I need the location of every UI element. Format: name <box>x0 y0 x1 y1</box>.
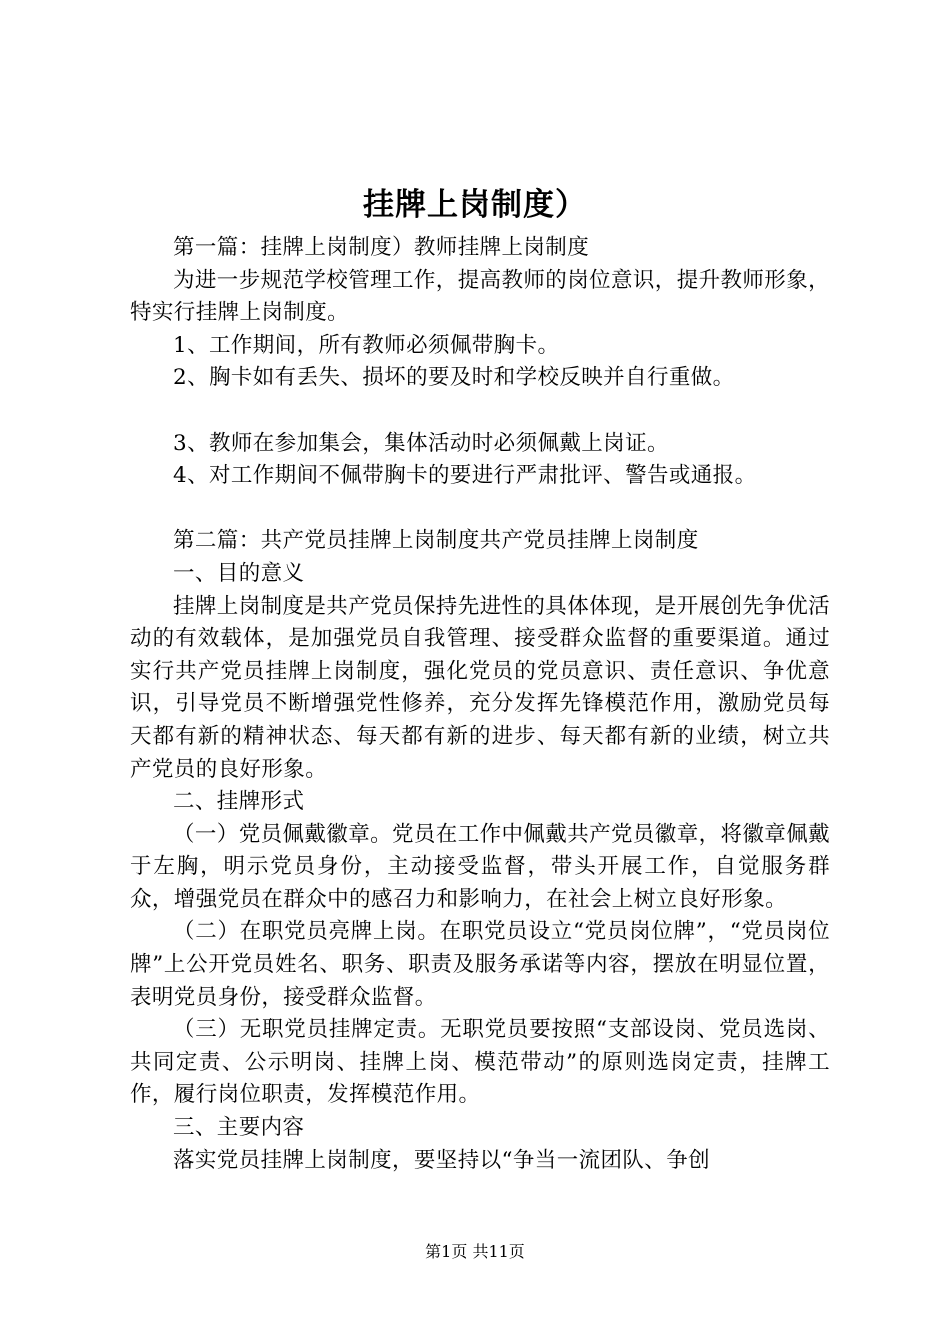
paragraph-form-1: （一）党员佩戴徽章。党员在工作中佩戴共产党员徽章，将徽章佩戴于左胸，明示党员身份，主动接受监督，带头开展工作，自觉服务群众，增强党员在群众中的感召力和影响力，在社会上树立良好形象。 <box>130 821 831 912</box>
paragraph-intro: 为进一步规范学校管理工作，提高教师的岗位意识，提升教师形象，特实行挂牌上岗制度。 <box>130 267 831 326</box>
paragraph-rule-1: 1、工作期间，所有教师必须佩带胸卡。 <box>173 332 560 358</box>
paragraph-form-3: （三）无职党员挂牌定责。无职党员要按照“支部设岗、党员选岗、共同定责、公示明岗、挂牌上岗、模范带动”的原则选岗定责，挂牌工作，履行岗位职责，发挥模范作用。 <box>130 1017 830 1108</box>
paragraph-rule-2: 2、胸卡如有丢失、损坏的要及时和学校反映并自行重做。 <box>173 365 735 391</box>
paragraph-rule-4: 4、对工作期间不佩带胸卡的要进行严肃批评、警告或通报。 <box>173 463 757 489</box>
page-footer: 第1页 共11页 <box>425 1242 525 1261</box>
document-title: 挂牌上岗制度） <box>363 187 587 223</box>
paragraph-form-2: （二）在职党员亮牌上岗。在职党员设立“党员岗位牌”，“党员岗位牌”上公开党员姓名、职务、职责及服务承诺等内容，摆放在明显位置，表明党员身份，接受群众监督。 <box>130 919 830 1010</box>
paragraph-rule-3: 3、教师在参加集会，集体活动时必须佩戴上岗证。 <box>173 430 669 456</box>
paragraph-content: 落实党员挂牌上岗制度，要坚持以“争当一流团队、争创 <box>173 1147 710 1173</box>
paragraph-part1-heading: 第一篇：挂牌上岗制度）教师挂牌上岗制度 <box>173 235 590 260</box>
paragraph-purpose: 挂牌上岗制度是共产党员保持先进性的具体体现，是开展创先争优活动的有效载体，是加强党员自我管理、接受群众监督的重要渠道。通过实行共产党员挂牌上岗制度，强化党员的党员意识、责任意识、争优意识，引导党员不断增强党性修养，充分发挥先锋模范作用，激励党员每天都有新的精神状态、每天都有新的进步、每天都有新的业绩，树立共产党员的良好形象。 <box>130 593 831 782</box>
section-heading-content: 三、主要内容 <box>173 1115 305 1141</box>
section-heading-purpose: 一、目的意义 <box>173 560 305 586</box>
paragraph-part2-heading: 第二篇：共产党员挂牌上岗制度共产党员挂牌上岗制度 <box>173 528 699 554</box>
section-heading-forms: 二、挂牌形式 <box>173 789 305 815</box>
document-body <box>130 232 830 1177</box>
